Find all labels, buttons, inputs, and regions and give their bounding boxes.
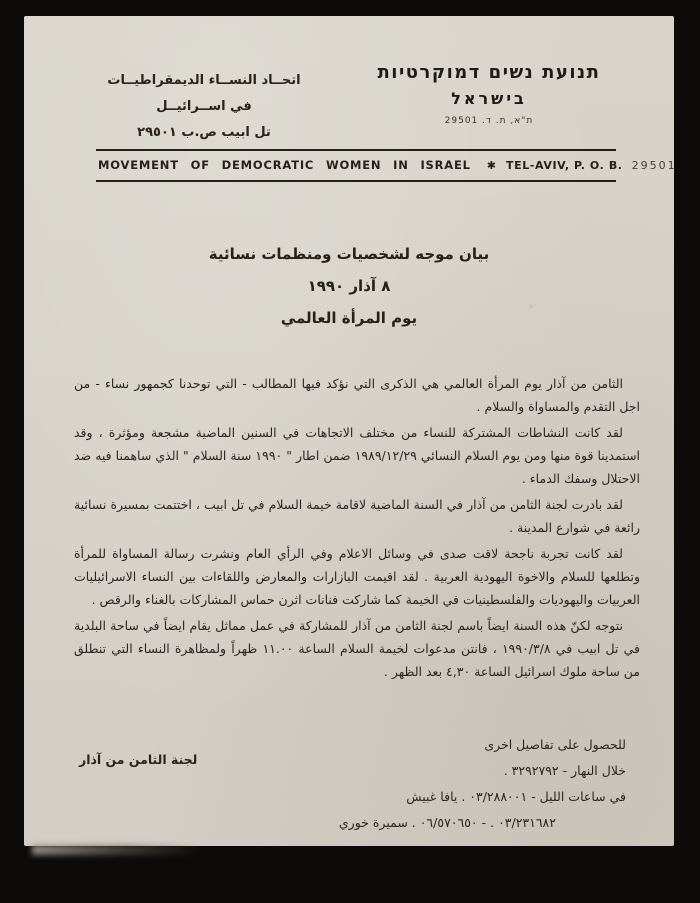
paragraph-5: نتوجه لكنّ هذه السنة ايضاً باسم لجنة الثامن من آذار للمشاركة في عمل مماثل يقام ايضاً في ساحة البلدية في تل ابيب في ١٩٩٠/٣/٨ ، فانتن مدعوات لخيمة السلام الساعة ١١.٠٠ ظهراً ولمظاهرة النساء التي تنطلق من ساحة ملوك اسرائيل الساعة ٤,٣٠ بعد الظهر . [74,618,640,679]
banner-org-name: MOVEMENT OF DEMOCRATIC WOMEN IN ISRAEL [98,158,471,172]
committee-signature: لجنة الثامن من آذار [79,752,198,767]
contact-night-phone: في ساعات الليل - ٠٣/٢٨٨٠٠١ . يافا غبيش [406,789,626,804]
statement-date: ٨ آذار ١٩٩٠ [307,277,391,295]
contact-details [339,732,626,836]
statement-body [74,372,640,686]
arabic-letterhead [79,68,329,146]
statement-occasion: يوم المرأة العالمي [280,309,418,327]
statement-title-block [24,245,674,341]
paragraph-1: الثامن من آذار يوم المرأة العالمي هي الذكرى التي نؤكد فيها المطالب - التي توحدنا كجمهور نساء - من اجل التقدم والمساواة والسلام . [74,376,640,414]
statement-title: بيان موجه لشخصيات ومنظمات نسائية [208,245,490,263]
contact-extra-phones: ٠٣/٢٣١٦٨٢ . - ٠٦/٥٧٠٦٥٠ . سميرة خوري [338,815,556,830]
hebrew-org-name: תנועת נשים דמוקרטיות [377,62,601,83]
hebrew-org-country: בישראל [451,89,527,108]
arabic-org-address: تل ابيب ص.ب ٢٩٥٠١ [137,125,271,140]
paragraph-4: لقد كانت تجربة ناجحة لاقت صدى في وسائل الاعلام وفي الرأي العام ونشرت رسالة المساواة للمرأة وتطلعها للسلام والاخوة اليهودية العربية . لقد اقيمت البازارات والمعارض واللقاءات بين النساء الاسرائيليات العربيات واليهوديات والفلسطينيات في الخيمة كما شاركت فنانات اثرن حماس المشاركات بالغناء والرقص . [74,546,640,607]
banner-pob-number: 29501 [631,158,677,172]
arabic-org-name: اتحــاد النســاء الديمقراطيــات [107,73,301,88]
asterisk-icon: ✱ [486,158,496,172]
document-page [24,16,677,846]
paragraph-3: لقد بادرت لجنة الثامن من آذار في السنة الماضية لاقامة خيمة السلام في تل ابيب ، اختتمت بمسيرة نسائية رائعة في شوارع المدينة . [74,497,640,535]
contact-daytime-phone: خلال النهار - ٣٢٩٢٧٩٢ . [503,763,626,778]
english-banner [96,149,677,182]
hebrew-letterhead [359,62,619,126]
hebrew-org-address: ת"א, ת. ד. 29501 [444,116,534,126]
arabic-org-country: في اســرائيــل [156,99,252,114]
contact-heading: للحصول على تفاصيل اخرى [484,737,626,752]
paragraph-2: لقد كانت النشاطات المشتركة للنساء من مختلف الاتجاهات في السنين الماضية مشجعة ومؤثرة ، وقد استمدينا قوة منها ومن يوم السلام النسائي ١٩٨٩/١٢/٢٩ ضمن اطار " ١٩٩٠ سنة السلام " الذي ساهمنا فيه ضد الاحتلال وسفك الدماء . [74,425,641,486]
banner-city-pob: TEL-AVIV, P. O. B. [505,158,623,172]
